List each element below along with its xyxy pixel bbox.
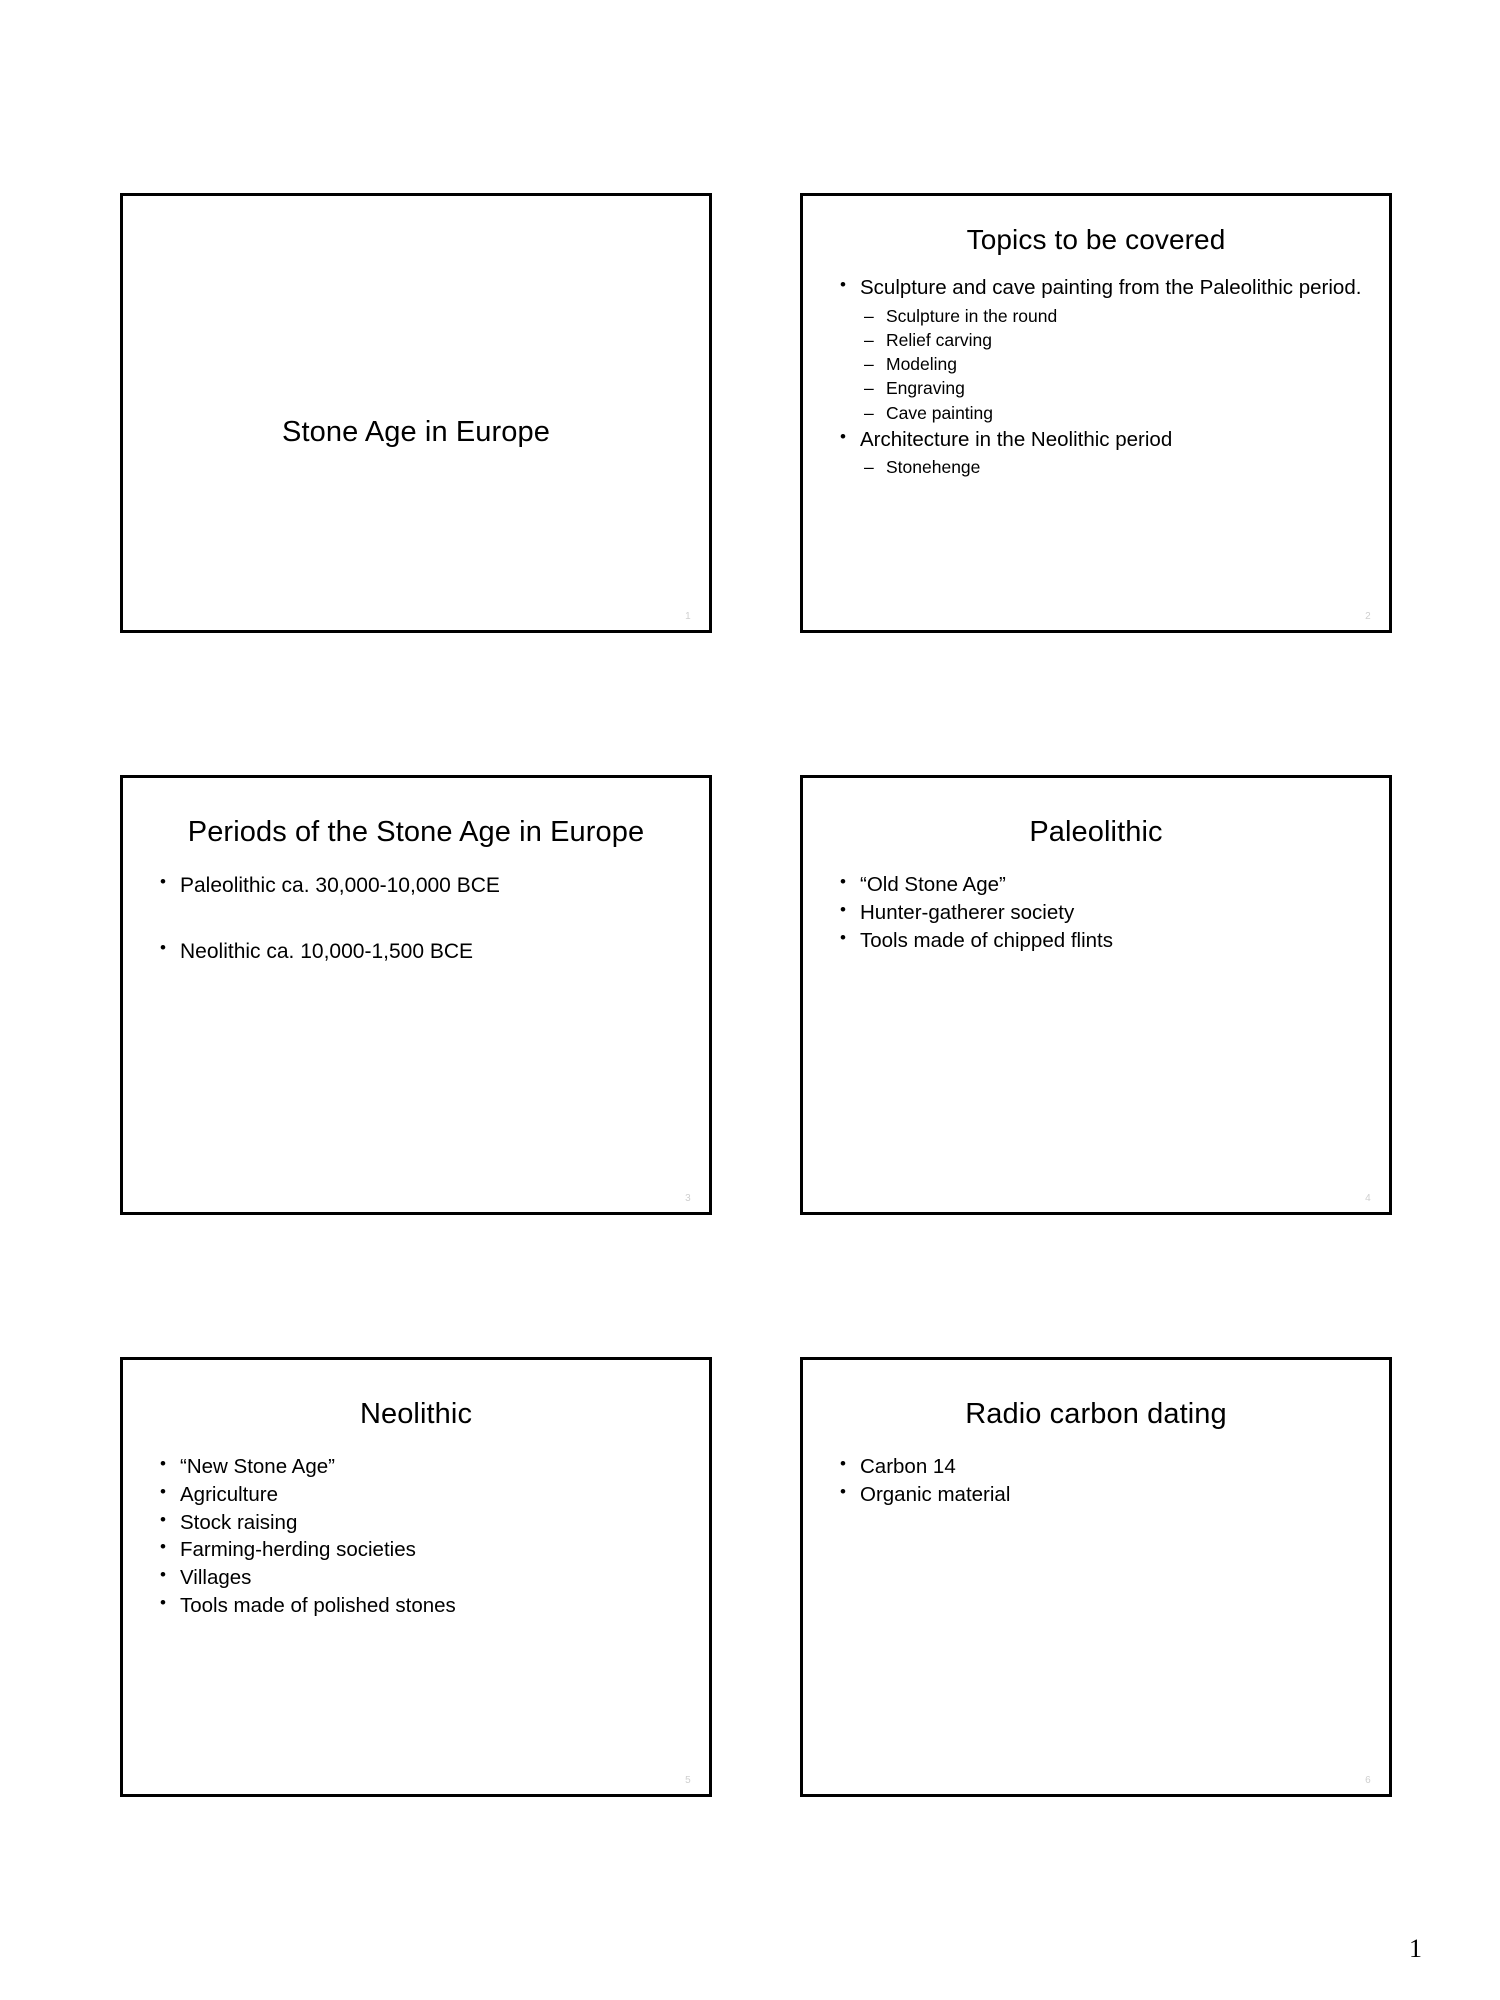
slide-body <box>803 255 1389 479</box>
slide-grid <box>120 193 1392 1797</box>
bullet-item: • Paleolithic ca. 30,000-10,000 BCE <box>153 872 683 899</box>
slide-title: Topics to be covered <box>966 224 1226 255</box>
bullet-item <box>833 275 1363 424</box>
bullet-item: • Agriculture <box>153 1482 683 1509</box>
bullet-item: • Tools made of polished stones <box>153 1593 683 1620</box>
slide-thumbnail-5[interactable] <box>120 1357 712 1797</box>
sub-bullet-list <box>860 304 1363 425</box>
slide-thumbnail-3[interactable] <box>120 775 712 1215</box>
slide-body <box>803 1430 1389 1508</box>
bullet-item: • Tools made of chipped flints <box>833 928 1363 955</box>
slide-number: 2 <box>1365 611 1371 622</box>
slide-body <box>123 1430 709 1619</box>
bullet-item <box>833 427 1363 480</box>
bullet-item: • Villages <box>153 1565 683 1592</box>
bullet-item: • Organic material <box>833 1482 1363 1509</box>
slide-thumbnail-4[interactable] <box>800 775 1392 1215</box>
slide-thumbnail-1[interactable] <box>120 193 712 633</box>
slide-thumbnail-6[interactable] <box>800 1357 1392 1797</box>
sub-bullet-item: – Stonehenge <box>860 455 1363 479</box>
sub-bullet-item: – Relief carving <box>860 328 1363 352</box>
slide-title: Periods of the Stone Age in Europe <box>187 816 645 848</box>
bullet-item: • Neolithic ca. 10,000-1,500 BCE <box>153 938 683 965</box>
sub-bullet-item: – Cave painting <box>860 401 1363 425</box>
bullet-item: • Stock raising <box>153 1510 683 1537</box>
sub-bullet-item: – Modeling <box>860 352 1363 376</box>
bullet-item: • Farming-herding societies <box>153 1537 683 1564</box>
slide-title: Neolithic <box>359 1398 473 1430</box>
bullet-text: Architecture in the Neolithic period <box>860 427 1173 451</box>
bullet-list <box>153 1454 683 1619</box>
slide-number: 1 <box>685 611 691 622</box>
slide-number: 4 <box>1365 1193 1371 1204</box>
bullet-item: • Carbon 14 <box>833 1454 1363 1481</box>
sub-bullet-item: – Sculpture in the round <box>860 304 1363 328</box>
page-number: 1 <box>1409 1934 1422 1963</box>
slide-body <box>803 848 1389 954</box>
slide-body <box>123 848 709 965</box>
sub-bullet-item: – Engraving <box>860 376 1363 400</box>
slide-title: Radio carbon dating <box>965 1398 1227 1430</box>
bullet-text: Sculpture and cave painting from the Paleolithic period. <box>860 276 1362 300</box>
bullet-list <box>833 1454 1363 1508</box>
bullet-item: • “New Stone Age” <box>153 1454 683 1481</box>
slide-number: 5 <box>685 1775 691 1786</box>
slide-thumbnail-2[interactable] <box>800 193 1392 633</box>
slide-number: 3 <box>685 1193 691 1204</box>
slide-number: 6 <box>1365 1775 1371 1786</box>
sub-bullet-list <box>860 455 1363 479</box>
slide-title: Stone Age in Europe <box>282 415 550 448</box>
bullet-item: • “Old Stone Age” <box>833 872 1363 899</box>
bullet-item: • Hunter-gatherer society <box>833 900 1363 927</box>
slide-title: Paleolithic <box>1029 816 1163 848</box>
bullet-list <box>153 872 683 965</box>
bullet-list <box>833 872 1363 954</box>
bullet-list <box>833 275 1363 479</box>
